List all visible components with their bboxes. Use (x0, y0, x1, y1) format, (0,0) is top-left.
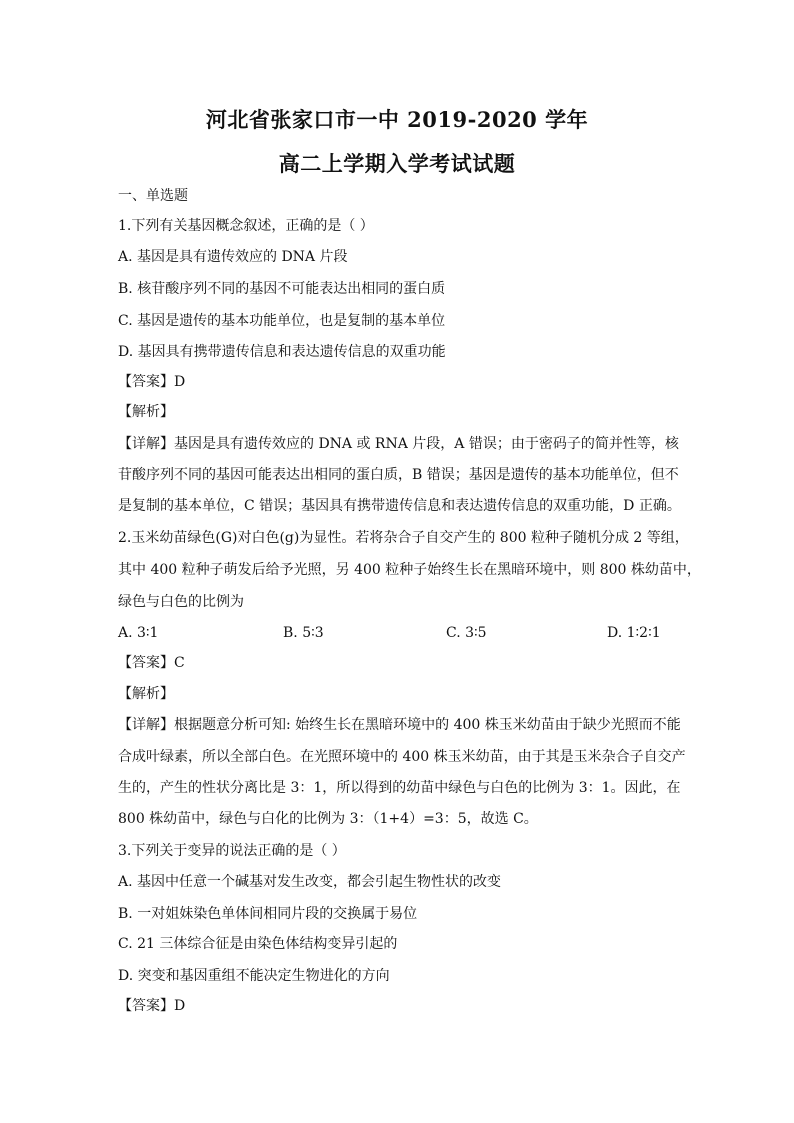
q2-option-c: C. 3∶5 (446, 625, 487, 641)
q3-option-b: B. 一对姐妹染色单体间相同片段的交换属于易位 (118, 906, 418, 922)
q2-detail-line-3: 生的，产生的性状分离比是 3：1，所以得到的幼苗中绿色与白色的比例为 3：1。因此，在 (118, 780, 681, 796)
document-title-line-1: 河北省张家口市一中 2019-2020 学年 (205, 107, 589, 132)
q2-detail-line-4: 800 株幼苗中，绿色与白化的比例为 3：（1+4）=3：5，故选 C。 (118, 811, 538, 827)
q2-detail-line-1: 【详解】根据题意分析可知: 始终生长在黑暗环境中的 400 株玉米幼苗由于缺少光照而不能 (118, 717, 681, 733)
q2-answer: 【答案】C (118, 655, 185, 671)
q1-stem: 1.下列有关基因概念叙述，正确的是（ ） (118, 218, 374, 234)
q3-option-c: C. 21 三体综合征是由染色体结构变异引起的 (118, 936, 398, 952)
q1-detail-line-2: 苷酸序列不同的基因可能表达出相同的蛋白质，B 错误；基因是遗传的基本功能单位，但不 (118, 467, 679, 483)
q2-option-b: B. 5∶3 (283, 625, 324, 641)
q2-option-d: D. 1∶2∶1 (607, 625, 661, 641)
q2-stem-line-2: 其中 400 粒种子萌发后给予光照，另 400 粒种子始终生长在黑暗环境中，则 800 株幼苗中， (118, 562, 701, 578)
q2-option-a: A. 3∶1 (118, 625, 159, 641)
section-heading: 一、单选题 (118, 188, 188, 204)
q1-option-a: A. 基因是具有遗传效应的 DNA 片段 (118, 249, 348, 265)
q1-option-c: C. 基因是遗传的基本功能单位，也是复制的基本单位 (118, 313, 446, 329)
q1-detail-line-1: 【详解】基因是具有遗传效应的 DNA 或 RNA 片段，A 错误；由于密码子的简并性等，核 (118, 436, 679, 452)
q1-option-b: B. 核苷酸序列不同的基因不可能表达出相同的蛋白质 (118, 281, 446, 297)
q3-answer: 【答案】D (118, 998, 186, 1014)
q2-stem-line-3: 绿色与白色的比例为 (118, 594, 244, 610)
q3-option-a: A. 基因中任意一个碱基对发生改变，都会引起生物性状的改变 (118, 874, 502, 890)
q2-stem-line-1: 2.玉米幼苗绿色(G)对白色(g)为显性。若将杂合子自交产生的 800 粒种子随机分成 2 等组， (118, 530, 689, 546)
q3-stem: 3.下列关于变异的说法正确的是（ ） (118, 843, 346, 859)
q1-detail-line-3: 是复制的基本单位，C 错误；基因具有携带遗传信息和表达遗传信息的双重功能，D 正确。 (118, 498, 681, 514)
q1-analysis-label: 【解析】 (118, 404, 174, 420)
q3-option-d: D. 突变和基因重组不能决定生物进化的方向 (118, 968, 390, 984)
q1-option-d: D. 基因具有携带遗传信息和表达遗传信息的双重功能 (118, 344, 446, 360)
q2-analysis-label: 【解析】 (118, 686, 174, 702)
q2-detail-line-2: 合成叶绿素，所以全部白色。在光照环境中的 400 株玉米幼苗，由于其是玉米杂合子自交产 (118, 749, 686, 765)
document-title-line-2: 高二上学期入学考试试题 (278, 151, 516, 176)
q1-answer: 【答案】D (118, 374, 186, 390)
